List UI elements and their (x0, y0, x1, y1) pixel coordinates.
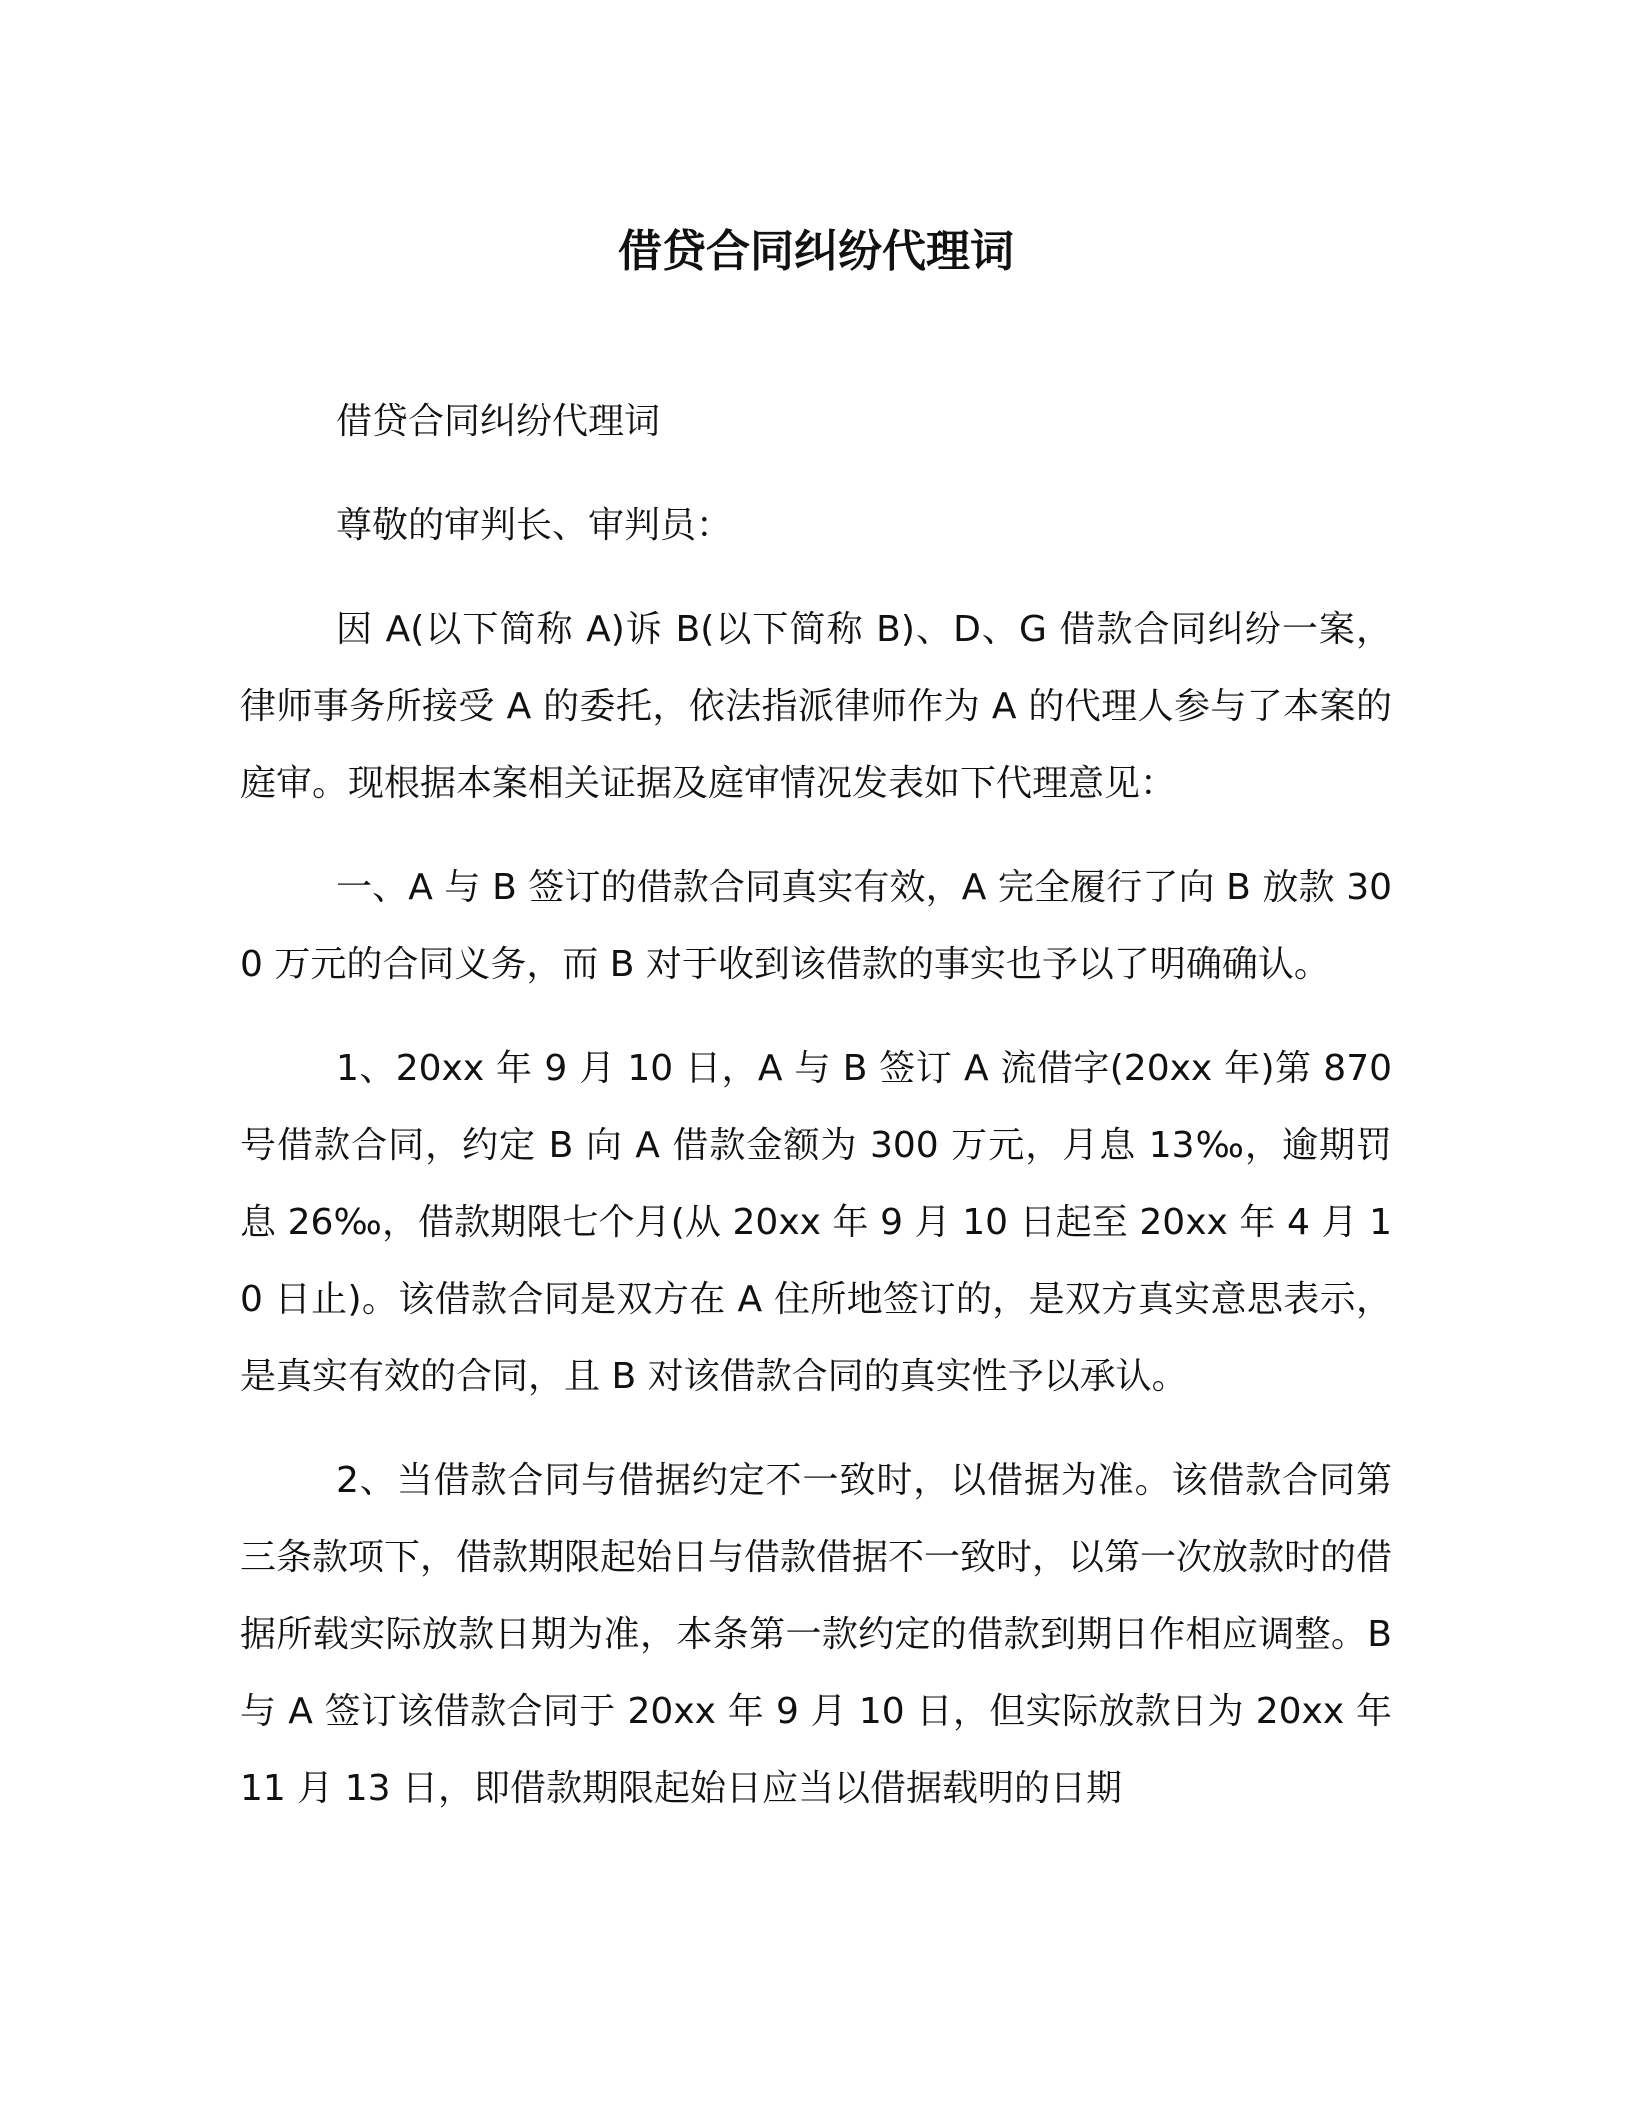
paragraph-intro: 因 A(以下简称 A)诉 B(以下简称 B)、D、G 借款合同纠纷一案，律师事务所接受 A 的委托，依法指派律师作为 A 的代理人参与了本案的庭审。现根据本案相关证据及庭审情况发表如下代理意见： (240, 609, 1392, 804)
document-body (240, 383, 1392, 1827)
paragraph-item-2: 2、当借款合同与借据约定不一致时，以借据为准。该借款合同第三条款项下，借款期限起始日与借款借据不一致时，以第一次放款时的借据所载实际放款日期为准，本条第一款约定的借款到期日作相应调整。B 与 A 签订该借款合同于 20xx 年 9 月 10 日，但实际放款日为 20xx 年 11 月 13 日，即借款期限起始日应当以借据载明的日期 (240, 1460, 1393, 1809)
paragraph-item-1: 1、20xx 年 9 月 10 日，A 与 B 签订 A 流借字(20xx 年)第 870 号借款合同，约定 B 向 A 借款金额为 300 万元，月息 13‰，逾期罚息 26‰，借款期限七个月(从 20xx 年 9 月 10 日起至 20xx 年 4 月 10 日止)。该借款合同是双方在 A 住所地签订的，是双方真实意思表示，是真实有效的合同，且 B 对该借款合同的真实性予以承认。 (240, 1048, 1392, 1397)
paragraph-heading: 借贷合同纠纷代理词 (336, 401, 661, 442)
paragraph-salutation: 尊敬的审判长、审判员： (336, 505, 733, 546)
document-title: 借贷合同纠纷代理词 (618, 226, 1014, 277)
paragraph-point-one: 一、A 与 B 签订的借款合同真实有效，A 完全履行了向 B 放款 300 万元的合同义务，而 B 对于收到该借款的事实也予以了明确确认。 (240, 867, 1392, 985)
